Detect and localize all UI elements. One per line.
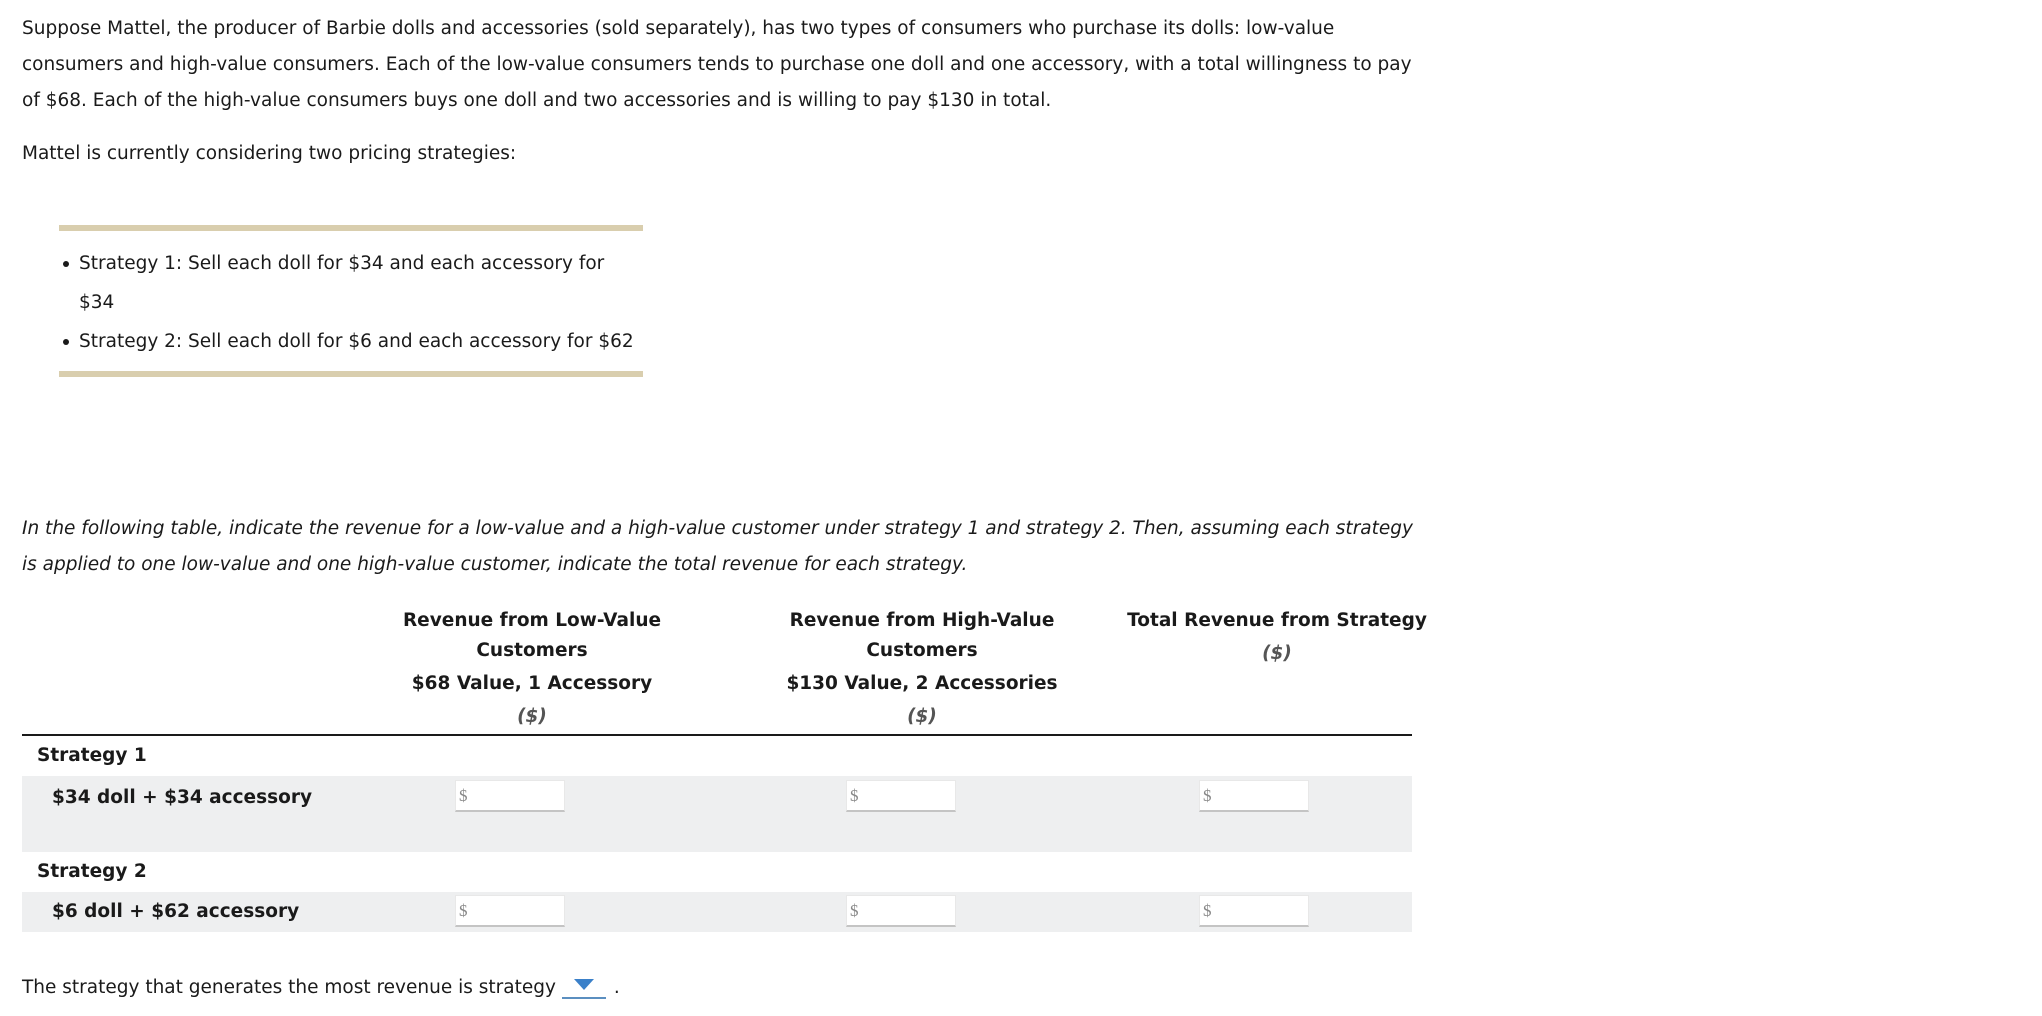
column-header-high-value — [742, 606, 1102, 732]
column-unit: ($) — [517, 706, 547, 727]
table-instructions: In the following table, indicate the revenue for a low-value and a high-value customer under strategy 1 and strategy 2. Then, assuming each strategy is applied to one low-value and one high-value customer, indicate the total revenue for each strategy. — [22, 518, 1413, 575]
table-header — [22, 604, 1427, 736]
strategy-select-dropdown[interactable] — [562, 973, 606, 999]
column-header-total — [1112, 606, 1442, 669]
row-label: $34 doll + $34 accessory — [52, 787, 313, 808]
currency-symbol: $ — [850, 901, 859, 920]
column-title: Revenue from Low-Value Customers — [402, 610, 662, 661]
column-unit: ($) — [1262, 643, 1292, 664]
strategy-2-low-value-input[interactable] — [455, 895, 565, 927]
strategy-2-total-input[interactable] — [1199, 895, 1309, 927]
currency-symbol: $ — [459, 786, 468, 805]
column-header-low-value — [352, 606, 712, 732]
conclusion-text: The strategy that generates the most revenue is strategy — [22, 977, 556, 998]
strategy-2-label: Strategy 2 — [37, 861, 147, 882]
strategy-2-high-value-input[interactable] — [846, 895, 956, 927]
column-title: Revenue from High-Value Customers — [789, 610, 1055, 661]
table-row-strategy-1 — [22, 776, 1412, 852]
strategy-item: Strategy 1: Sell each doll for $34 and each accessory for $34 — [79, 244, 643, 322]
currency-symbol: $ — [1203, 786, 1212, 805]
column-title: Total Revenue from Strategy — [1127, 610, 1427, 631]
row-label: $6 doll + $62 accessory — [52, 901, 300, 922]
strategy-list-box — [59, 225, 643, 377]
currency-symbol: $ — [850, 786, 859, 805]
column-subtitle: $68 Value, 1 Accessory — [411, 673, 653, 694]
column-subtitle: $130 Value, 2 Accessories — [786, 673, 1058, 694]
currency-symbol: $ — [1203, 901, 1212, 920]
strategy-1-total-input[interactable] — [1199, 780, 1309, 812]
revenue-table — [22, 604, 1427, 932]
table-row-strategy-2 — [22, 892, 1412, 932]
conclusion-sentence — [22, 970, 620, 1006]
strategy-1-label: Strategy 1 — [37, 745, 147, 766]
strategy-item: Strategy 2: Sell each doll for $6 and each accessory for $62 — [79, 322, 643, 361]
column-unit: ($) — [907, 706, 937, 727]
chevron-down-icon — [574, 979, 594, 990]
intro-paragraph: Suppose Mattel, the producer of Barbie dolls and accessories (sold separately), has two types of consumers who purchase its dolls: low-value consumers and high-value consumers. Each of the low-value consumers tends to purchase one doll and one accessory, with a total willingness to pay of $68. Each of the high-value consumers buys one doll and two accessories and is willing to pay $130 in total. — [22, 18, 1412, 111]
conclusion-period: . — [613, 977, 620, 998]
strategy-list — [59, 244, 643, 361]
currency-symbol: $ — [459, 901, 468, 920]
strategy-1-high-value-input[interactable] — [846, 780, 956, 812]
considering-text: Mattel is currently considering two pricing strategies: — [22, 143, 517, 164]
strategy-1-low-value-input[interactable] — [455, 780, 565, 812]
